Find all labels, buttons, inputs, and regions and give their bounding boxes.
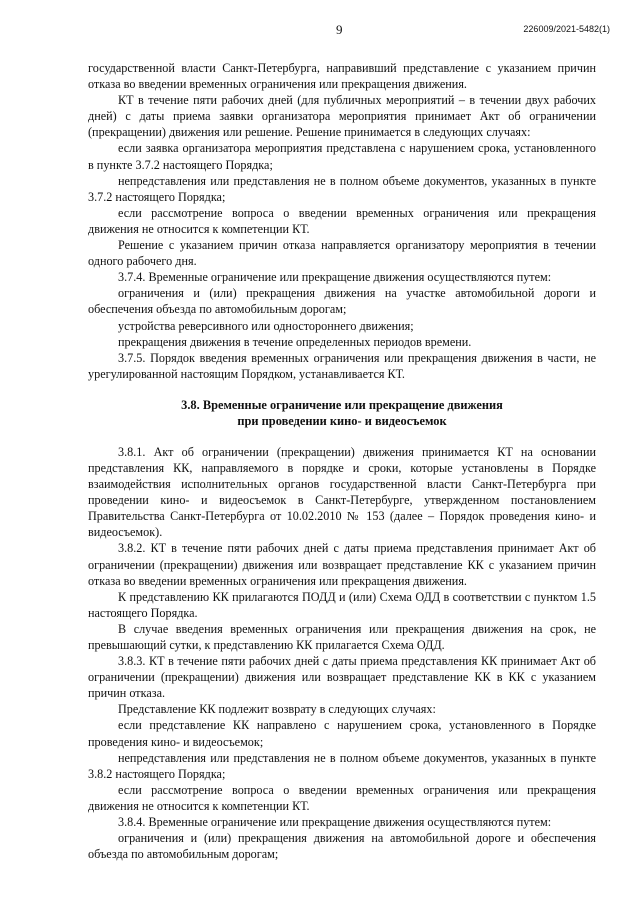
paragraph: если рассмотрение вопроса о введении временных ограничения или прекращения движения не относится к компетенции КТ.: [88, 205, 596, 236]
paragraph: если представление КК направлено с нарушением срока, установленного в Порядке проведения кино- и видеосъемок;: [88, 718, 596, 749]
paragraph: 3.8.4. Временные ограничение или прекращение движения осуществляются путем:: [118, 815, 552, 830]
paragraph: если заявка организатора мероприятия представлена с нарушением срока, установленного в пункте 3.7.2 настоящего Порядка;: [88, 141, 596, 172]
paragraph: КТ в течение пяти рабочих дней (для публичных мероприятий – в течении двух рабочих дней) с даты приема заявки организатора мероприятия принимает Акт об ограничении (прекращении) движения или решение. Решение принимается в следующих случаях:: [88, 93, 596, 140]
paragraph: ограничения и (или) прекращения движения на автомобильной дороге и обеспечения объезда по автомобильным дорогам;: [88, 831, 596, 862]
paragraph: 3.7.4. Временные ограничение или прекращение движения осуществляются путем:: [118, 270, 552, 285]
paragraph: Решение с указанием причин отказа направляется организатору мероприятия в течении одного рабочего дня.: [88, 238, 596, 269]
paragraph: 3.8.2. КТ в течение пяти рабочих дней с даты приема представления принимает Акт об ограничении (прекращении) движения или возвращает представление КК с указанием причин отказа во введении временных ограничения или прекращения движения.: [88, 541, 596, 588]
paragraph: государственной власти Санкт-Петербурга, направивший представление с указанием причин отказа во введении временных ограничения или прекращения движения.: [88, 61, 596, 92]
paragraph: непредставления или представления не в полном объеме документов, указанных в пункте 3.7.2 настоящего Порядка;: [88, 173, 596, 204]
document-body: [88, 60, 596, 862]
page-number: 9: [336, 22, 343, 37]
paragraph: 3.7.5. Порядок введения временных ограничения или прекращения движения в части, не урегулированной настоящим Порядком, устанавливается КТ.: [88, 350, 596, 381]
page-header: [0, 22, 640, 42]
paragraph: ограничения и (или) прекращения движения на участке автомобильной дороги и обеспечения объезда по автомобильным дорогам;: [88, 286, 596, 317]
paragraph: если рассмотрение вопроса о введении временных ограничения или прекращения движения не относится к компетенции КТ.: [88, 782, 596, 813]
paragraph: В случае введения временных ограничения или прекращения движения на срок, не превышающий сутки, к представлению КК прилагается Схема ОДД.: [88, 621, 596, 652]
section-heading: [88, 397, 596, 429]
document-id: 226009/2021-5482(1): [523, 24, 610, 34]
paragraph: К представлению КК прилагаются ПОДД и (или) Схема ОДД в соответствии с пунктом 1.5 настоящего Порядка.: [88, 589, 596, 620]
section-heading-line2: при проведении кино- и видеосъемок: [237, 413, 447, 428]
paragraph: устройства реверсивного или одностороннего движения;: [118, 318, 414, 333]
paragraph: Представление КК подлежит возврату в следующих случаях:: [118, 702, 436, 717]
paragraph: 3.8.3. КТ в течение пяти рабочих дней с даты приема представления КК принимает Акт об ограничении (прекращении) движения или возвращает представление КК в КК с указанием причин отказа.: [88, 654, 596, 701]
paragraph: 3.8.1. Акт об ограничении (прекращении) движения принимается КТ на основании представления КК, направляемого в порядке и сроки, которые установлены в Порядке взаимодействия исполнительных органов государственной власти Санкт-Петербурга при проведении кино- и видеосъемок в Санкт-Петербурге, утвержденном постановлением Правительства Санкт-Петербурга от 10.02.2010 № 153 (далее – Порядок проведения кино- и видеосъемок).: [88, 444, 596, 540]
paragraph: непредставления или представления не в полном объеме документов, указанных в пункте 3.8.2 настоящего Порядка;: [88, 750, 596, 781]
section-heading-line1: 3.8. Временные ограничение или прекращение движения: [181, 397, 503, 412]
paragraph: прекращения движения в течение определенных периодов времени.: [118, 334, 472, 349]
